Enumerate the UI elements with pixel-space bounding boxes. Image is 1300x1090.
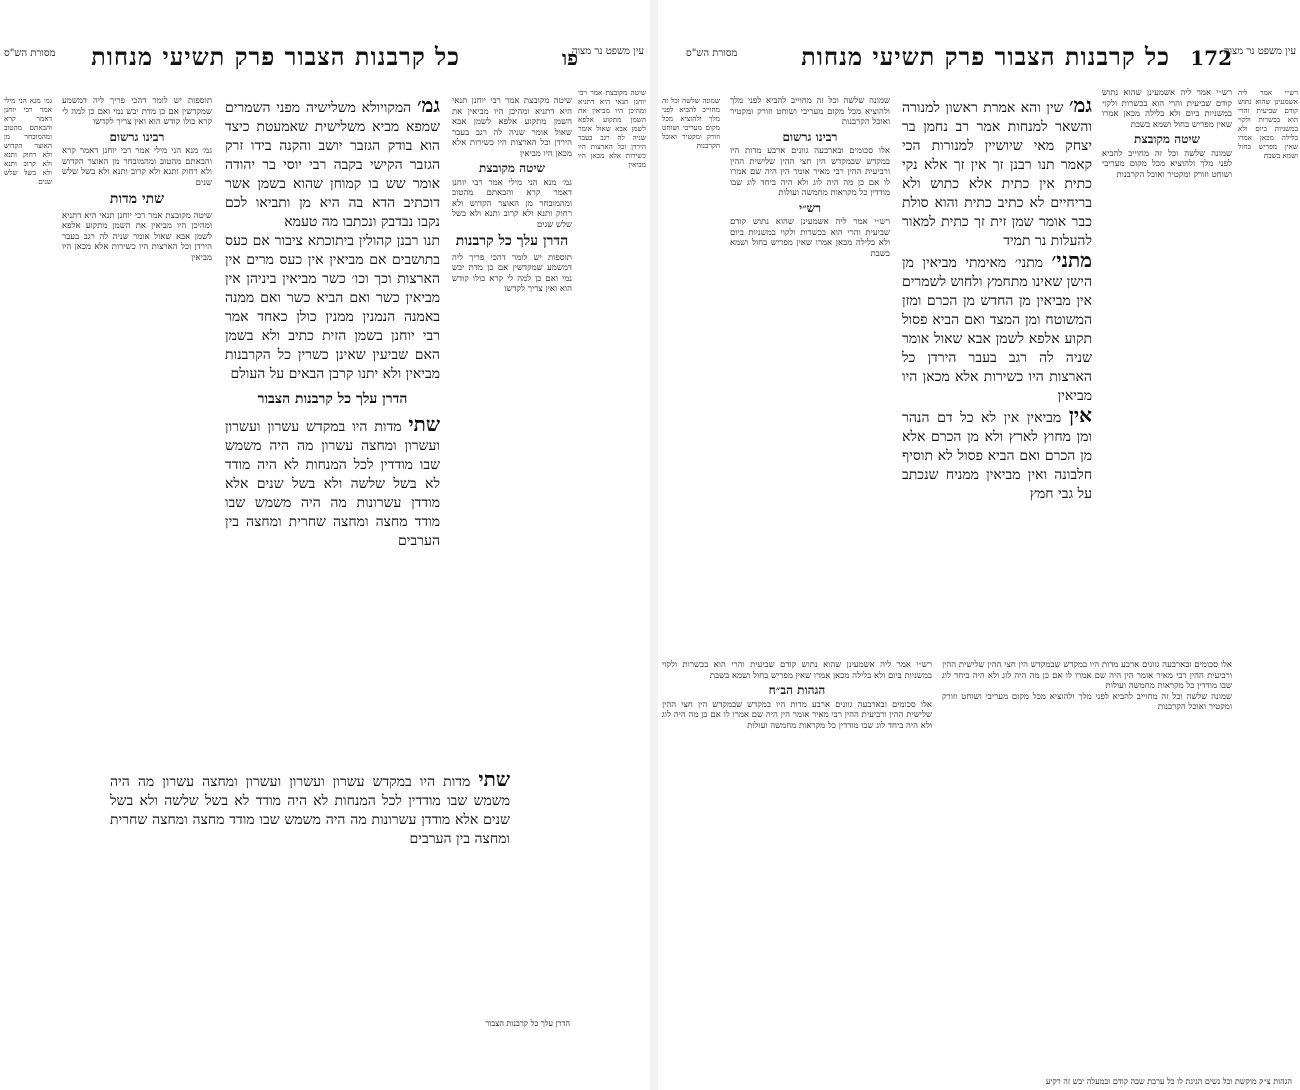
left-mesoret-text: גמ׳ מנא הני מילי אמר רבי יוחנן דאמר קרא והבאתם מהטוב ומהמובחר מן האוצר הקדוש ולא רחוק ותנא ולא קרוב ותנא ולא בשל שלש שנים — [4, 96, 52, 186]
left-rashi-text-1: שיטה מקובצת אמר רבי יוחנן תנאי היא דתניא ומהיכן היו מביאין את השמן מתקוע אלפא לשמן אבא שאול אומר שניה לה רגב בעבר הירדן וכל הארצות היו כשירות אלא מכאן היו מביאין — [452, 96, 572, 159]
left-folio-number: פו — [562, 46, 578, 70]
right-rashi-label: רש״י — [798, 200, 822, 215]
left-mesoret-label: מסורת הש"ס — [4, 48, 56, 59]
left-hadran-small: הדרן עלך כל קרבנות — [455, 233, 569, 249]
right-lower-commentary-left — [662, 660, 932, 1040]
right-lower-text-4: אלו סכומים ובארבעה גוונים ארבע מדות היו במקדש שבמקדש הין חצי ההין שלישית ההין ורביעית ההין רבי מאיר אומר הין היה שם אמרו לו אם כן מה היה לוג ולא היה ביחד לוג שבו מודדין כל מקראות מחמשה ועולות — [662, 699, 932, 731]
left-ein-mishpat-text: שיטה מקובצת אמר רבי יוחנן תנאי היא דתניא ומהיכן היו מביאין את השמן מתקוע אלפא לשמן אבא שאול אומר שניה לה רגב בעבר הירדן וכל הארצות היו כשירות אלא מכאן היו מביאין — [578, 88, 646, 169]
right-gershom-label: רבינו גרשום — [782, 129, 838, 144]
left-tosafot-text-2: גמ׳ מנא הני מילי אמר רבי יוחנן דאמר קרא והבאתם מהטוב ומהמובחר מן האוצר הקדוש ולא רחוק ותנא ולא קרוב ותנא ולא בשל שלש שנים — [62, 146, 212, 188]
right-main-opener-2: מתני׳ — [1051, 248, 1092, 272]
left-main-text-1: המקויולא משלישיה מפני השמרים שמפא מביא משלישית שאמעטת כיצד הוא בודק הגזבר יושב והקנה בידו זרק הגזבר הקישי בקבה רבי יוסי בר יהודה אומר שש בו קמוחן שהוא בשמן אשר דוכתיב הדא בה היא מן ותביאו לכם נקבו נבדבק ונכתבו מה טעמא — [225, 100, 440, 230]
right-tosafot-column — [730, 96, 890, 656]
left-running-header — [0, 8, 650, 78]
right-hagahot-label: הגהות הב״ח — [768, 683, 826, 697]
left-lower-text: מדות היו במקדש עשרון ועשרון ועשרון ומחצה עשרון מה היה משמש שבו מודדין לכל המנחות לא היה מודד לא בשל שלשה ולא בשל שנים אלא מודדן עשרונות מה היה משמש שבו מודד מחצה ומחצה שחרית ומחצה בין הערבים — [110, 774, 510, 847]
left-tosafot-text-1: תוספות יש לומר דהכי פריך ליה דמשמע שמקדשין אם כן מדת יבש נמי ואם כן למה לי קרא כולו קודש הוא ואין צריך לקדשו — [62, 96, 212, 127]
right-folio-number: 172 — [1190, 46, 1232, 70]
right-lower-text-1: אלו סכומים ובארבעה גוונים ארבע מדות היו במקדש שבמקדש הין חצי ההין שלישית ההין ורביעית ההין רבי מאיר אומר הין היה שם אמרו לו אם כן מה היה לוג ולא היה ביחד לוג שבו מודדין כל מקראות מחמשה ועולות — [942, 660, 1232, 691]
right-running-header — [658, 8, 1300, 78]
right-main-text-2: מתני׳ מאימתי מביאין מן הישן שאינו מתחמץ ולחוש לשמרים אין מביאין מן החדש מן הכרם ומזן המשוטח ומן המצד ואם הביא פסול תקוע אלפא לשמן אבא שאול אומר שניה לה רגב בעבר הירדן כל הארצות היו כשירות אלא מכאן היו מביאין — [902, 255, 1092, 404]
left-tosafot-text-3: שיטה מקובצת אמר רבי יוחנן תנאי היא דתניא ומהיכן היו מביאין את השמן מתקוע אלפא לשמן אבא שאול אומר שניה לה רגב בעבר הירדן וכל הארצות היו כשירות אלא מכאן היו מביאין — [62, 210, 212, 263]
right-shita-label: שיטה מקובצת — [1134, 132, 1200, 146]
right-main-text-1: שין והא אמרת ראשון למנורה והשאר למנחות אמר רב נחמן בר יצחק מאי שיושיין למנורות הכי קאמר תנו רבנן זך אין זך אלא נקי כתית אין כתית אלא כתוש ולא בריחיים לא כתיב כתית והוא סולת כבר אומר שמן זית זך כתית למאור להעלות נר תמיד — [902, 100, 1092, 249]
right-rashi-column — [1102, 88, 1232, 648]
left-main-opener-1: גמ׳ — [416, 96, 440, 117]
left-ein-mishpat-column — [578, 88, 646, 668]
right-mesoret-label: מסורת הש"ס — [686, 48, 738, 59]
right-footer-note: הגהות צ״ק מוקשת וכל נשים הגיגת לו כל ערבת שבה קודם ובמעלה יבש זה רקיע — [1045, 1077, 1292, 1086]
left-lower-main-block — [110, 770, 510, 940]
right-rashi-text-1: רש״י אמר ליה אשמעינן שהוא נתוש קודם שביעית והרי הוא בכשרות ולקוי במשניות ביום ולא בלילה מכאן אמרו שאין מפריש בחול ושמא בשבת — [1102, 88, 1232, 130]
right-main-gemara-column — [902, 96, 1092, 656]
right-mesoret-column — [662, 96, 720, 656]
left-rashi-text-2: גמ׳ מנא הני מילי אמר רבי יוחנן דאמר קרא והבאתם מהטוב ומהמובחר מן האוצר הקדוש ולא רחוק ותנא ולא קרוב ותנא ולא בשל שלש שנים — [452, 177, 572, 230]
right-rashi-text-2: שמונה שלשה וכל זה מחוייב להביא לפני מלך ולהוציא מכל מקום מעריבי ושוחט וזורק ומקטיר ואוכל הקרבנות — [1102, 148, 1232, 180]
right-tosafot-text-1: שמונה שלשה וכל זה מחוייב להביא לפני מלך ולהוציא מכל מקום מעריבי ושוחט וזורק ומקטיר ואוכל הקרבנות — [730, 96, 890, 127]
right-main-text-3: מביאין אין לא כל דם הנהר ומן מחוץ לארץ ולא מן הכרם אלא מן הכרם ואם הביא פסול לא תוסיף חלבונה ואין מביאין ממניח שנכתב על גבי חמץ — [902, 410, 1092, 502]
right-ein-mishpat-column — [1238, 88, 1298, 988]
right-ein-mishpat-label: עין משפט נר מצוה — [1223, 46, 1296, 57]
right-tosafot-text-2: אלו סכומים ובארבעה גוונים ארבע מדות היו במקדש שבמקדש הין חצי ההין שלישית ההין ורביעית ההין רבי מאיר אומר הין היה שם אמרו לו אם כן מה היה לוג ולא היה ביחד לוג שבו מודדין כל מקראות מחמשה ועולות — [730, 146, 890, 198]
left-footer-note: הדרן עלך כל קרבנות הצבור — [485, 1019, 570, 1028]
left-main-text-3: מדות היו במקדש עשרון ועשרון ועשרון ומחצה עשרון מה היה משמש שבו מודדין לכל המנחות לא היה מודד לא בשל שלשה ולא בשל שנים אלא מודדן עשרונות מה היה משמש שבו מודד מחצה ומחצה שחרית ומחצה בין הערבים — [225, 419, 440, 549]
left-chapter-opening: שתי מדות — [109, 191, 165, 207]
left-gershom-label: רבינו גרשום — [109, 129, 165, 144]
left-mesoret-column — [4, 96, 52, 896]
left-ein-mishpat-label: עין משפט נר מצוה — [571, 46, 644, 57]
right-page — [658, 0, 1300, 1090]
right-mesoret-text: שמונה שלשה וכל זה מחוייב להביא לפני מלך ולהוציא מכל מקום מעריבי ושוחט וזורק ומקטיר ואוכל הקרבנות — [662, 96, 720, 150]
right-main-opener-3: אין — [1068, 403, 1092, 427]
right-lower-commentary-right — [942, 660, 1232, 1040]
right-chapter-title: כל קרבנות הצבור פרק תשיעי מנחות — [801, 42, 1170, 71]
left-rashi-text-3: תוספות יש לומר דהכי פריך ליה דמשמע שמקדשין אם כן מדת יבש נמי ואם כן למה לי קרא כולו קודש הוא ואין צריך לקדשו — [452, 252, 572, 294]
right-tosafot-text-3: רש״י אמר ליה אשמעינן שהוא נתוש קודם שביעית והרי הוא בכשרות ולקוי במשניות ביום ולא בלילה מכאן אמרו שאין מפריש בחול ושמא בשבת — [730, 217, 890, 259]
left-hadran-main: הדרן עלך כל קרבנות הצבור — [257, 391, 408, 407]
right-main-opener-1: גמ׳ — [1068, 96, 1092, 117]
left-lower-opener: שתי — [478, 770, 510, 791]
left-shita-label: שיטה מקובצת — [479, 161, 545, 175]
left-main-opener-2: שתי — [408, 412, 440, 436]
left-chapter-title: כל קרבנות הצבור פרק תשיעי מנחות — [91, 42, 460, 71]
page-gutter — [650, 0, 658, 1090]
right-lower-text-3: רש״י אמר ליה אשמעינן שהוא נתוש קודם שביעית והרי הוא בכשרות ולקוי במשניות ביום ולא בלילה מכאן אמרו שאין מפריש בחול ושמא בשבת — [662, 660, 932, 681]
left-main-text-2: תנו רבנן קהולין ביתוכתא ציבור אם כעס בתושבים אם מביאין אין כעס מרים אין הארצות וכך וכו׳ כשר מביאין ביניהן אין מביאין כשר ואם הביא כשר ואם ממנה באמנה הנמנין ממנין כולן כאחד אמר רבי יוחנן בשמן הזית כתיב ולא בשמן האם שביעין שאינן כשרין כל הקרבנות מביאין ולא יתנו קרבן הבאים על העולם — [225, 233, 440, 382]
right-ein-text: רש״י אמר ליה אשמעינן שהוא נתוש קודם שביעית והרי הוא בכשרות ולקוי במשניות ביום ולא בלילה מכאן אמרו שאין מפריש בחול ושמא בשבת — [1238, 88, 1298, 160]
right-lower-text-2: שמונה שלשה וכל זה מחוייב להביא לפני מלך ולהוציא מכל מקום מעריבי ושוחט וזורק ומקטיר ואוכל הקרבנות — [942, 691, 1232, 712]
